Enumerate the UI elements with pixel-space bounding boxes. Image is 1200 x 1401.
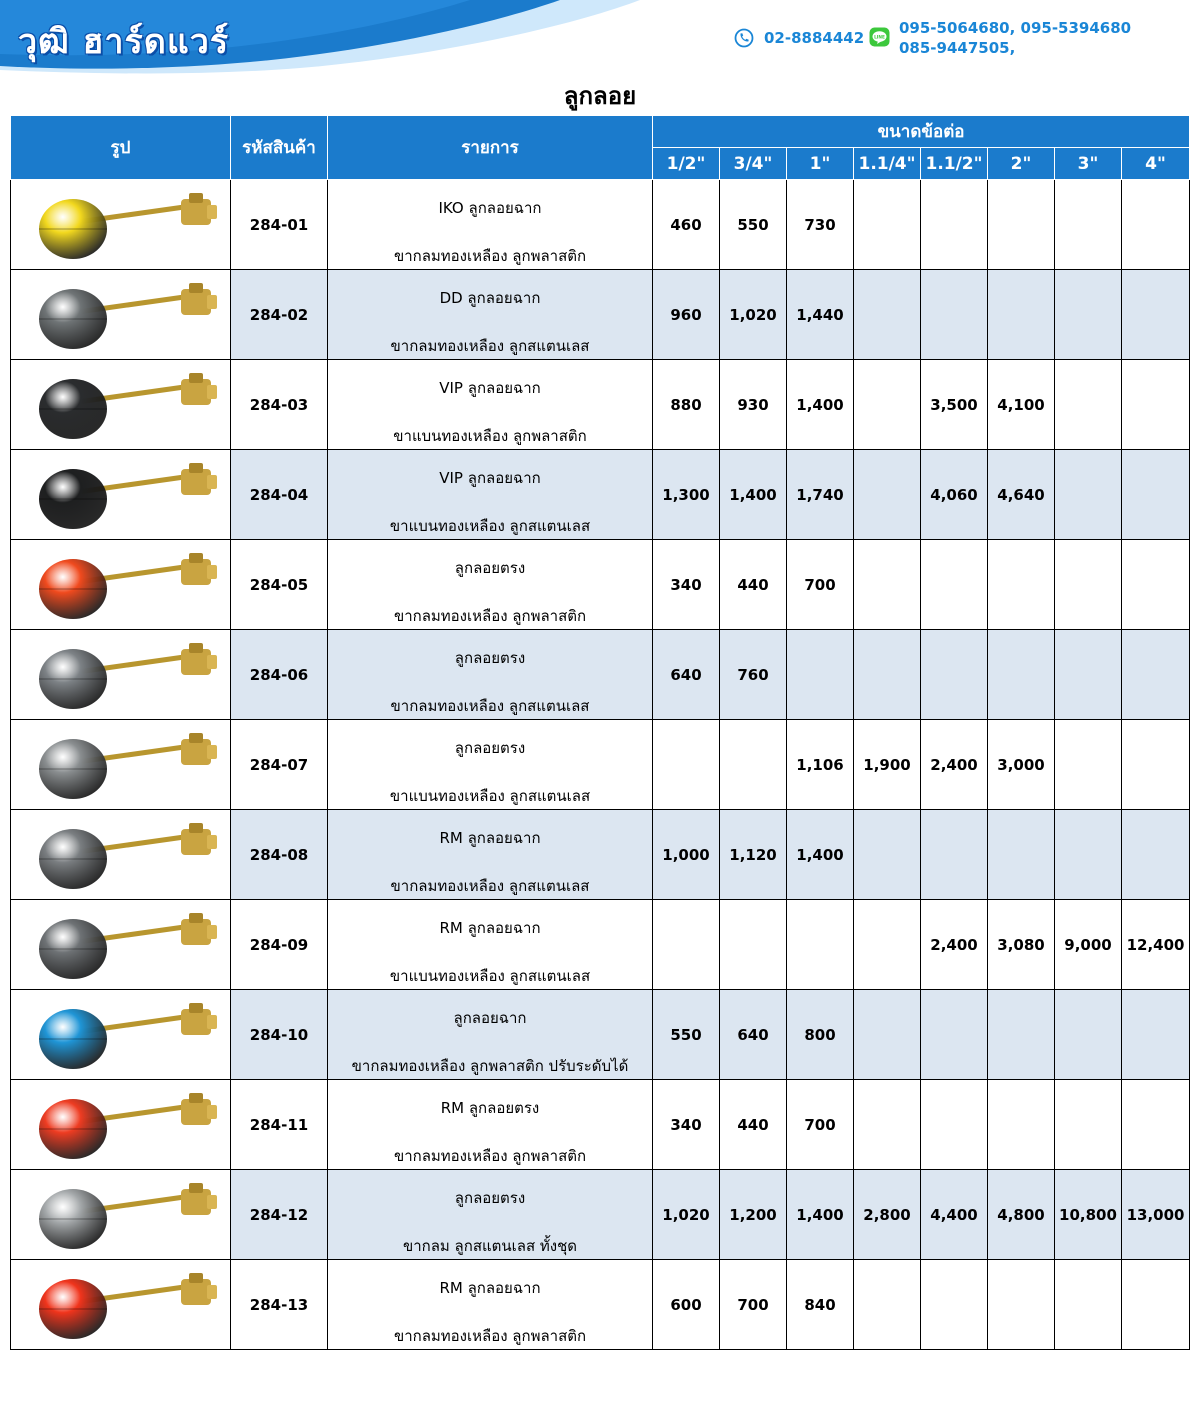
price-cell: 2,400: [921, 900, 988, 990]
header-size: 1": [787, 148, 854, 180]
phone-number: 02-8884442: [764, 29, 865, 47]
price-cell: 1,020: [720, 270, 787, 360]
table-row: [11, 990, 1190, 1080]
price-cell: [1055, 1260, 1122, 1350]
product-code: 284-02: [231, 270, 328, 360]
price-cell: [1055, 720, 1122, 810]
product-code: 284-03: [231, 360, 328, 450]
product-spec: ขากลมทองเหลือง ลูกสแตนเลส: [390, 876, 590, 895]
price-cell: 4,800: [988, 1170, 1055, 1260]
product-code: 284-11: [231, 1080, 328, 1170]
price-cell: [854, 810, 921, 900]
product-description: [328, 810, 653, 900]
price-cell: 1,740: [787, 450, 854, 540]
product-name: RM ลูกลอยฉาก: [439, 1278, 541, 1297]
price-cell: 1,400: [787, 360, 854, 450]
price-cell: 440: [720, 1080, 787, 1170]
svg-text:LINE: LINE: [874, 35, 885, 41]
product-spec: ขากลมทองเหลือง ลูกพลาสติก ปรับระดับได้: [351, 1056, 629, 1075]
price-cell: 640: [653, 630, 720, 720]
phone-icon: [734, 28, 754, 48]
price-cell: [1055, 1080, 1122, 1170]
table-row: [11, 720, 1190, 810]
header-size: 1.1/4": [854, 148, 921, 180]
price-cell: [988, 810, 1055, 900]
price-cell: [720, 900, 787, 990]
price-cell: [1122, 540, 1190, 630]
price-cell: [1055, 180, 1122, 270]
price-cell: [854, 360, 921, 450]
product-spec: ขากลมทองเหลือง ลูกสแตนเลส: [390, 696, 590, 715]
product-code: 284-06: [231, 630, 328, 720]
product-image-cell: [11, 540, 231, 630]
price-cell: 1,400: [787, 810, 854, 900]
brand-logo: วุฒิ ฮาร์ดแวร์: [18, 22, 230, 62]
price-cell: [1122, 360, 1190, 450]
price-cell: [653, 900, 720, 990]
table-row: [11, 630, 1190, 720]
price-cell: [787, 900, 854, 990]
price-cell: [854, 180, 921, 270]
mobile-numbers-line2: 085-9447505,: [899, 39, 1016, 57]
product-name: IKO ลูกลอยฉาก: [438, 198, 542, 217]
header-size: 4": [1122, 148, 1190, 180]
product-spec: ขากลมทองเหลือง ลูกพลาสติก: [393, 246, 587, 265]
price-cell: 730: [787, 180, 854, 270]
price-cell: 4,100: [988, 360, 1055, 450]
price-cell: [787, 630, 854, 720]
price-cell: [1055, 990, 1122, 1080]
price-cell: 700: [787, 540, 854, 630]
price-cell: [1122, 1260, 1190, 1350]
price-cell: 1,900: [854, 720, 921, 810]
product-spec: ขากลมทองเหลือง ลูกพลาสติก: [393, 1146, 587, 1165]
price-cell: 880: [653, 360, 720, 450]
product-description: [328, 270, 653, 360]
product-code: 284-12: [231, 1170, 328, 1260]
product-name: VIP ลูกลอยฉาก: [439, 378, 541, 397]
price-cell: [854, 450, 921, 540]
product-description: [328, 720, 653, 810]
price-cell: [1122, 180, 1190, 270]
price-cell: [1055, 360, 1122, 450]
product-description: [328, 900, 653, 990]
price-cell: [1122, 1080, 1190, 1170]
float-valve-image: [21, 725, 221, 805]
price-cell: [854, 1080, 921, 1170]
product-spec: ขากลมทองเหลือง ลูกพลาสติก: [393, 1326, 587, 1345]
header-size: 3/4": [720, 148, 787, 180]
product-code: 284-08: [231, 810, 328, 900]
header-size: 1/2": [653, 148, 720, 180]
product-description: [328, 1170, 653, 1260]
product-image-cell: [11, 720, 231, 810]
product-description: [328, 1080, 653, 1170]
product-description: [328, 180, 653, 270]
price-cell: [921, 1080, 988, 1170]
product-image-cell: [11, 1170, 231, 1260]
price-cell: 2,400: [921, 720, 988, 810]
price-cell: [854, 900, 921, 990]
price-cell: 1,440: [787, 270, 854, 360]
price-cell: 4,400: [921, 1170, 988, 1260]
price-cell: [921, 1260, 988, 1350]
price-cell: 600: [653, 1260, 720, 1350]
product-spec: ขากลมทองเหลือง ลูกพลาสติก: [393, 606, 587, 625]
price-cell: 4,640: [988, 450, 1055, 540]
price-cell: 3,500: [921, 360, 988, 450]
price-cell: [720, 720, 787, 810]
price-cell: 930: [720, 360, 787, 450]
product-image-cell: [11, 900, 231, 990]
header-size: 3": [1055, 148, 1122, 180]
header-size: 1.1/2": [921, 148, 988, 180]
price-cell: 960: [653, 270, 720, 360]
product-image-cell: [11, 810, 231, 900]
price-cell: 640: [720, 990, 787, 1080]
price-cell: [988, 1080, 1055, 1170]
product-code: 284-05: [231, 540, 328, 630]
product-code: 284-10: [231, 990, 328, 1080]
price-cell: 1,000: [653, 810, 720, 900]
product-image-cell: [11, 360, 231, 450]
page-title: ลูกลอย: [563, 82, 637, 110]
float-valve-image: [21, 365, 221, 445]
product-spec: ขาแบนทองเหลือง ลูกสแตนเลส: [389, 516, 591, 535]
product-spec: ขากลม ลูกสแตนเลส ทั้งชุด: [402, 1236, 578, 1255]
price-cell: 340: [653, 1080, 720, 1170]
product-name: ลูกลอยตรง: [454, 1188, 526, 1207]
price-cell: 550: [653, 990, 720, 1080]
price-cell: [921, 270, 988, 360]
price-cell: [921, 540, 988, 630]
float-valve-image: [21, 635, 221, 715]
product-spec: ขาแบนทองเหลือง ลูกสแตนเลส: [389, 966, 591, 985]
price-cell: 760: [720, 630, 787, 720]
product-code: 284-07: [231, 720, 328, 810]
table-row: [11, 360, 1190, 450]
price-table: [10, 115, 1190, 1350]
product-name: RM ลูกลอยฉาก: [439, 828, 541, 847]
price-cell: [1055, 450, 1122, 540]
product-name: ลูกลอยตรง: [454, 738, 526, 757]
table-row: [11, 1170, 1190, 1260]
table-row: [11, 180, 1190, 270]
price-cell: 1,020: [653, 1170, 720, 1260]
product-image-cell: [11, 180, 231, 270]
float-valve-image: [21, 275, 221, 355]
product-image-cell: [11, 1080, 231, 1170]
price-cell: [854, 540, 921, 630]
price-cell: [1055, 810, 1122, 900]
product-code: 284-01: [231, 180, 328, 270]
table-row: [11, 900, 1190, 990]
price-cell: 1,400: [787, 1170, 854, 1260]
price-cell: [988, 990, 1055, 1080]
price-cell: [1055, 540, 1122, 630]
price-cell: [988, 1260, 1055, 1350]
product-code: 284-13: [231, 1260, 328, 1350]
price-cell: 3,000: [988, 720, 1055, 810]
product-description: [328, 630, 653, 720]
product-name: RM ลูกลอยตรง: [440, 1098, 540, 1117]
price-cell: [1122, 720, 1190, 810]
float-valve-image: [21, 185, 221, 265]
price-cell: [988, 270, 1055, 360]
float-valve-image: [21, 905, 221, 985]
price-cell: [1055, 630, 1122, 720]
price-cell: 340: [653, 540, 720, 630]
price-cell: [653, 720, 720, 810]
header-size: 2": [988, 148, 1055, 180]
product-name: RM ลูกลอยฉาก: [439, 918, 541, 937]
price-cell: 3,080: [988, 900, 1055, 990]
product-name: ลูกลอยตรง: [454, 558, 526, 577]
table-row: [11, 810, 1190, 900]
price-cell: 1,120: [720, 810, 787, 900]
table-row: [11, 540, 1190, 630]
price-cell: [988, 540, 1055, 630]
product-name: ลูกลอยตรง: [454, 648, 526, 667]
price-cell: [921, 990, 988, 1080]
price-cell: 1,300: [653, 450, 720, 540]
float-valve-image: [21, 1085, 221, 1165]
price-cell: [854, 630, 921, 720]
header-code: รหัสสินค้า: [231, 116, 328, 180]
price-cell: 12,400: [1122, 900, 1190, 990]
price-cell: 1,400: [720, 450, 787, 540]
price-cell: [854, 1260, 921, 1350]
table-row: [11, 1260, 1190, 1350]
table-row: [11, 270, 1190, 360]
price-cell: 13,000: [1122, 1170, 1190, 1260]
float-valve-image: [21, 455, 221, 535]
price-cell: [1122, 810, 1190, 900]
price-cell: [1122, 630, 1190, 720]
price-cell: [921, 810, 988, 900]
table-row: [11, 450, 1190, 540]
product-image-cell: [11, 990, 231, 1080]
price-cell: 440: [720, 540, 787, 630]
product-image-cell: [11, 1260, 231, 1350]
header-size-group: ขนาดข้อต่อ: [653, 116, 1190, 148]
float-valve-image: [21, 1265, 221, 1345]
price-cell: [1122, 990, 1190, 1080]
float-valve-image: [21, 815, 221, 895]
float-valve-image: [21, 995, 221, 1075]
product-spec: ขากลมทองเหลือง ลูกสแตนเลส: [390, 336, 590, 355]
price-cell: [1122, 450, 1190, 540]
product-description: [328, 360, 653, 450]
product-code: 284-04: [231, 450, 328, 540]
price-cell: 840: [787, 1260, 854, 1350]
price-cell: 2,800: [854, 1170, 921, 1260]
product-description: [328, 540, 653, 630]
product-name: VIP ลูกลอยฉาก: [439, 468, 541, 487]
product-image-cell: [11, 630, 231, 720]
header-item: รายการ: [328, 116, 653, 180]
price-cell: [921, 630, 988, 720]
price-cell: [988, 630, 1055, 720]
mobile-numbers-line1: 095-5064680, 095-5394680: [899, 19, 1132, 37]
product-image-cell: [11, 450, 231, 540]
price-cell: [854, 990, 921, 1080]
price-cell: [1055, 270, 1122, 360]
product-name: DD ลูกลอยฉาก: [439, 288, 541, 307]
header-image: รูป: [11, 116, 231, 180]
line-app-icon: [869, 27, 890, 47]
product-spec: ขาแบนทองเหลือง ลูกพลาสติก: [393, 426, 587, 445]
price-cell: 9,000: [1055, 900, 1122, 990]
float-valve-image: [21, 545, 221, 625]
price-cell: [854, 270, 921, 360]
price-cell: [1122, 270, 1190, 360]
price-cell: [988, 180, 1055, 270]
price-cell: 10,800: [1055, 1170, 1122, 1260]
table-row: [11, 1080, 1190, 1170]
price-cell: 4,060: [921, 450, 988, 540]
float-valve-image: [21, 1175, 221, 1255]
price-cell: 700: [720, 1260, 787, 1350]
product-name: ลูกลอยฉาก: [453, 1008, 527, 1027]
product-image-cell: [11, 270, 231, 360]
price-cell: 1,200: [720, 1170, 787, 1260]
product-description: [328, 450, 653, 540]
price-cell: 550: [720, 180, 787, 270]
price-cell: 1,106: [787, 720, 854, 810]
price-cell: 460: [653, 180, 720, 270]
product-description: [328, 990, 653, 1080]
product-description: [328, 1260, 653, 1350]
price-cell: 800: [787, 990, 854, 1080]
product-code: 284-09: [231, 900, 328, 990]
product-spec: ขาแบนทองเหลือง ลูกสแตนเลส: [389, 786, 591, 805]
price-cell: 700: [787, 1080, 854, 1170]
price-cell: [921, 180, 988, 270]
